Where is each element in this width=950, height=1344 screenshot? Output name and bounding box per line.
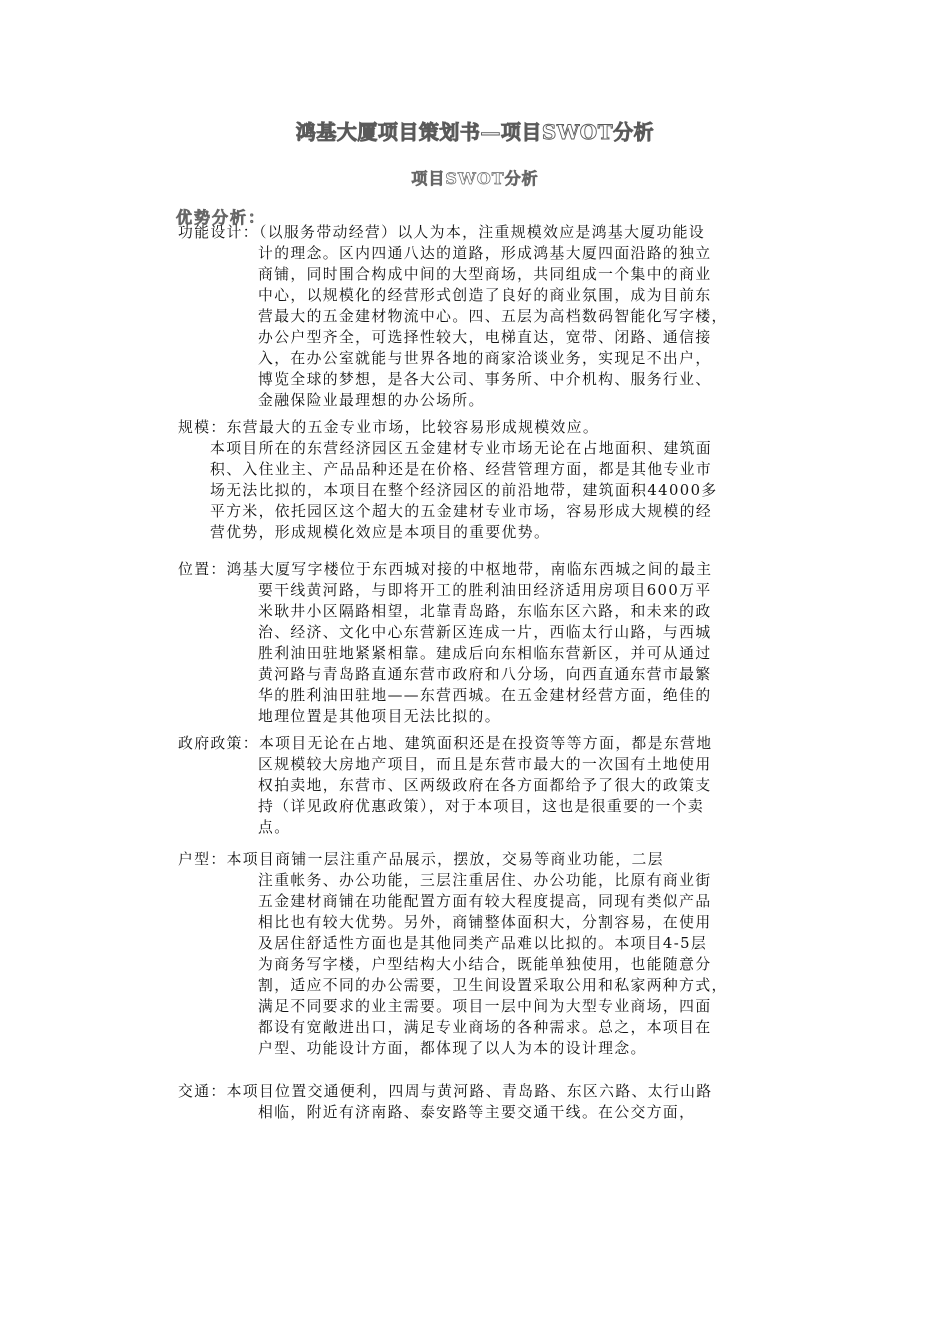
text-line: 入，在办公室就能与世界各地的商家洽谈业务，实现足不出户， [258, 350, 712, 367]
text-line: 政府政策：本项目无论在占地、建筑面积还是在投资等等方面，都是东营地 [178, 735, 713, 752]
text-line: 权拍卖地，东营市、区两级政府在各方面都给予了很大的政策支 [258, 777, 712, 794]
text-line: 要干线黄河路，与即将开工的胜利油田经济适用房项目600万平 [258, 582, 712, 599]
text-line: 功能设计：（以服务带动经营）以人为本，注重规模效应是鸿基大厦功能设 [178, 224, 706, 241]
text-line: 场无法比拟的，本项目在整个经济园区的前沿地带，建筑面积44000多 [210, 482, 718, 499]
text-line: 户型、功能设计方面，都体现了以人为本的设计理念。 [258, 1040, 647, 1057]
text-line: 计的理念。区内四通八达的道路，形成鸿基大厦四面沿路的独立 [258, 245, 712, 262]
text-line: 营最大的五金建材物流中心。四、五层为高档数码智能化写字楼， [258, 308, 728, 325]
text-line: 黄河路与青岛路直通东营市政府和八分场，向西直通东营市最繁 [258, 666, 712, 683]
text-line: 交通：本项目位置交通便利，四周与黄河路、青岛路、东区六路、太行山路 [178, 1083, 713, 1100]
text-line: 商铺，同时围合构成中间的大型商场，共同组成一个集中的商业 [258, 266, 712, 283]
text-line: 区规模较大房地产项目，而且是东营市最大的一次国有土地使用 [258, 756, 712, 773]
section-heading-strengths: 优势分析： [176, 208, 267, 227]
text-line: 胜利油田驻地紧紧相靠。建成后向东相临东营新区，并可从通过 [258, 645, 712, 662]
text-line: 博览全球的梦想，是各大公司、事务所、中介机构、服务行业、 [258, 371, 712, 388]
text-line: 治、经济、文化中心东营新区连成一片，西临太行山路，与西城 [258, 624, 712, 641]
text-line: 本项目所在的东营经济园区五金建材专业市场无论在占地面积、建筑面 [210, 440, 713, 457]
text-line: 华的胜利油田驻地——东营西城。在五金建材经营方面，绝佳的 [258, 687, 712, 704]
document-subtitle: 项目SWOT分析 [411, 169, 539, 188]
text-line: 位置：鸿基大厦写字楼位于东西城对接的中枢地带，南临东西城之间的最主 [178, 561, 713, 578]
text-line: 五金建材商铺在功能配置方面有较大程度提高，同现有类似产品 [258, 893, 712, 910]
text-line: 相临，附近有济南路、泰安路等主要交通干线。在公交方面， [258, 1104, 696, 1121]
text-line: 营优势，形成规模化效应是本项目的重要优势。 [210, 524, 551, 541]
text-line: 规模：东营最大的五金专业市场，比较容易形成规模效应。 [178, 419, 600, 436]
text-line: 满足不同要求的业主需要。项目一层中间为大型专业商场，四面 [258, 998, 712, 1015]
text-line: 金融保险业最理想的办公场所。 [258, 392, 485, 409]
text-line: 割，适应不同的办公需要，卫生间设置采取公用和私家两种方式， [258, 977, 728, 994]
text-line: 中心，以规模化的经营形式创造了良好的商业氛围，成为目前东 [258, 287, 712, 304]
text-line: 平方米，依托园区这个超大的五金建材专业市场，容易形成大规模的经 [210, 503, 713, 520]
text-line: 相比也有较大优势。另外，商铺整体面积大，分割容易，在使用 [258, 914, 712, 931]
text-line: 户型：本项目商铺一层注重产品展示，摆放，交易等商业功能，二层 [178, 851, 664, 868]
text-line: 为商务写字楼，户型结构大小结合，既能单独使用，也能随意分 [258, 956, 712, 973]
text-line: 积、入住业主、产品品种还是在价格、经营管理方面，都是其他专业市 [210, 461, 713, 478]
document-title: 鸿基大厦项目策划书—项目SWOT分析 [295, 120, 655, 144]
text-line: 持（详见政府优惠政策），对于本项目，这也是很重要的一个卖 [258, 798, 705, 815]
text-line: 注重帐务、办公功能，三层注重居住、办公功能，比原有商业街 [258, 872, 712, 889]
text-line: 点。 [258, 819, 291, 836]
text-line: 办公户型齐全，可选择性较大，电梯直达，宽带、闭路、通信接 [258, 329, 712, 346]
text-line: 及居住舒适性方面也是其他同类产品难以比拟的。本项目4-5层 [258, 935, 708, 952]
text-line: 都设有宽敞进出口，满足专业商场的各种需求。总之，本项目在 [258, 1019, 712, 1036]
text-line: 米耿井小区隔路相望，北靠青岛路，东临东区六路，和未来的政 [258, 603, 712, 620]
text-line: 地理位置是其他项目无法比拟的。 [258, 708, 501, 725]
